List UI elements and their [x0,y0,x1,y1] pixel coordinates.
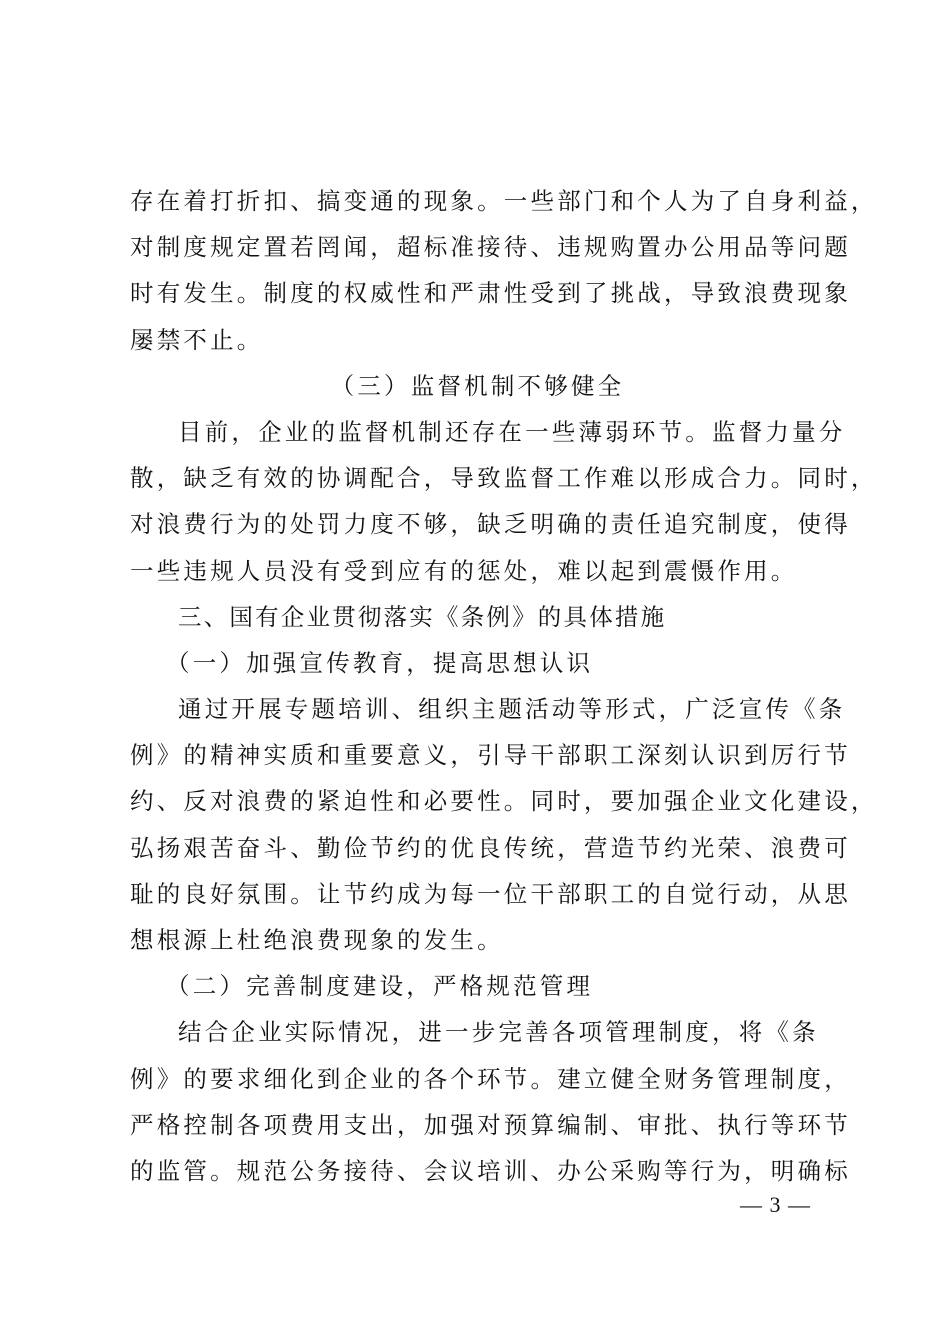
body-text-line: 散，缺乏有效的协调配合，导致监督工作难以形成合力。同时， [130,464,878,493]
body-text-line: 的监管。规范公务接待、会议培训、办公采购等行为，明确标 [130,1156,851,1185]
body-text-line: 时有发生。制度的权威性和严肃性受到了挑战，导致浪费现象 [130,279,851,308]
paragraph-first-line: 目前，企业的监督机制还存在一些薄弱环节。监督力量分 [178,417,846,446]
document-body [130,178,878,1194]
body-text-line: 约、反对浪费的紧迫性和必要性。同时，要加强企业文化建设， [130,787,878,816]
subsection-heading: （三）监督机制不够健全 [330,371,625,400]
body-text-line: 严格控制各项费用支出，加强对预算编制、审批、执行等环节 [130,1110,851,1139]
body-text-line: 一些违规人员没有受到应有的惩处，难以起到震慑作用。 [130,556,798,585]
subsection-heading: （二）完善制度建设，严格规范管理 [166,972,594,1001]
page-number: — 3 — [740,1192,811,1217]
body-text-line: 屡禁不止。 [130,325,264,354]
subsection-heading: （一）加强宣传教育，提高思想认识 [166,648,594,677]
body-text-line: 对浪费行为的处罚力度不够，缺乏明确的责任追究制度，使得 [130,510,851,539]
body-text-line: 例》的精神实质和重要意义，引导干部职工深刻认识到厉行节 [130,741,851,770]
body-text-line: 弘扬艰苦奋斗、勤俭节约的优良传统，营造节约光荣、浪费可 [130,833,851,862]
body-text-line: 对制度规定置若罔闻，超标准接待、违规购置办公用品等问题 [130,233,851,262]
body-text-line: 例》的要求细化到企业的各个环节。建立健全财务管理制度， [130,1064,851,1093]
body-text-line: 想根源上杜绝浪费现象的发生。 [130,926,504,954]
body-text-line: 存在着打折扣、搞变通的现象。一些部门和个人为了自身利益， [130,187,878,215]
section-heading: 三、国有企业贯彻落实《条例》的具体措施 [178,602,667,631]
paragraph-first-line: 通过开展专题培训、组织主题活动等形式，广泛宣传《条 [178,695,846,724]
body-text-line: 耻的良好氛围。让节约成为每一位干部职工的自觉行动，从思 [130,879,851,908]
paragraph-first-line: 结合企业实际情况，进一步完善各项管理制度，将《条 [178,1018,819,1047]
